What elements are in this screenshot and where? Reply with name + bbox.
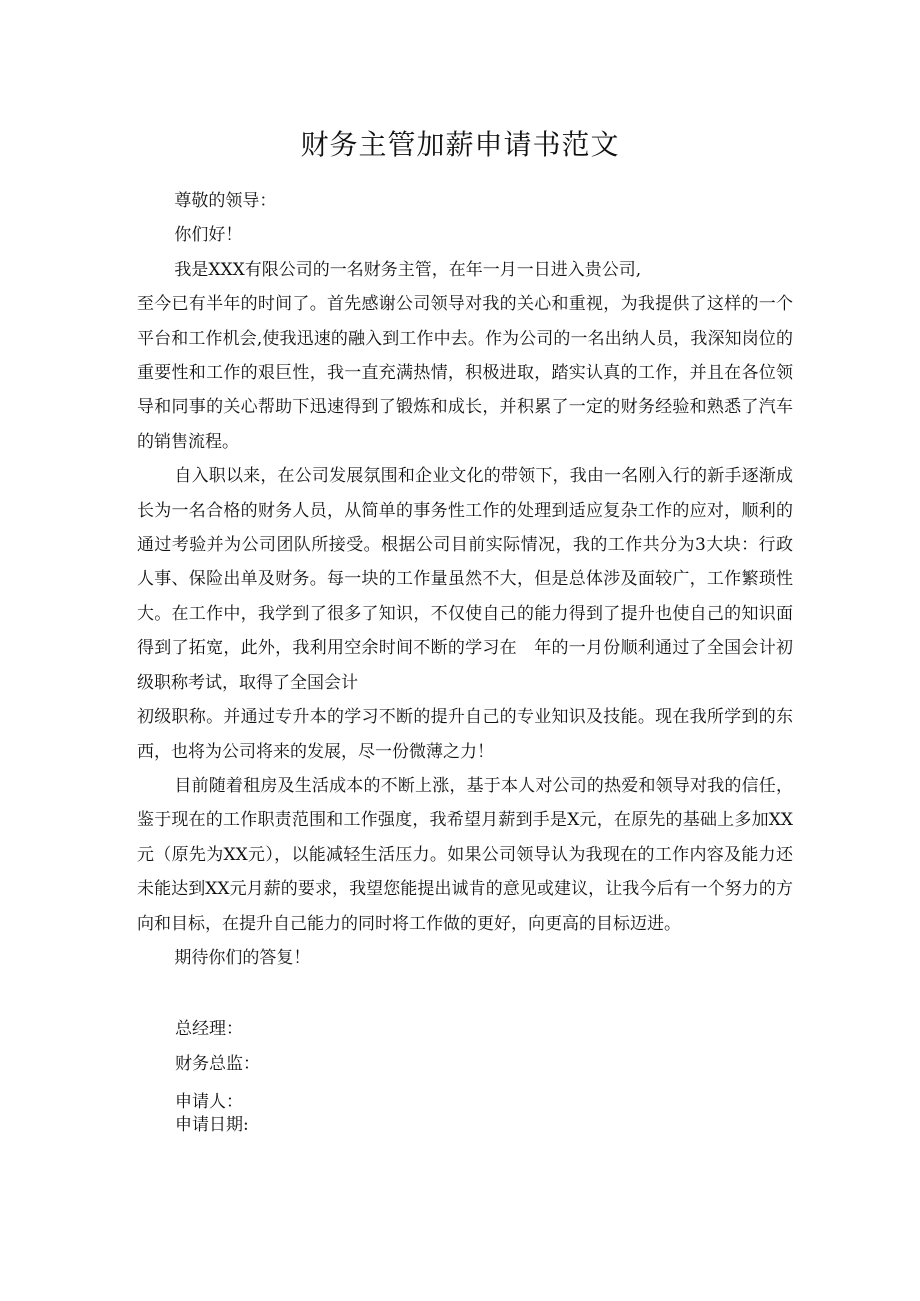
document-title: 财务主管加薪申请书范文 (300, 128, 620, 161)
document-body (137, 184, 793, 975)
paragraph-2-body: 自入职以来，在公司发展氛围和企业文化的带领下，我由一名刚入行的新手逐渐成长为一名合格的财务人员，从简单的事务性工作的处理到适应复杂工作的应对，顺利的通过考验并为公司团队所接受。根据公司目前实际情况，我的工作共分为3大块：行政人事、保险出单及财务。每一块的工作量虽然不大，但是总体涉及面较广，工作繁琐性大。在工作中，我学到了很多了知识，不仅使自己的能力得到了提升也使自己的知识面得到了拓宽，此外，我利用空余时间不断的学习在 年的一月份顺利通过了全国会计初级职称考试，取得了全国会计 (137, 466, 793, 693)
salutation: 尊敬的领导： (174, 191, 277, 211)
paragraph-1-first-line: 我是XXX有限公司的一名财务主管，在年一月一日进入贵公司, (174, 259, 642, 280)
signature-applicant: 申请人： (175, 1092, 243, 1112)
signature-finance-director: 财务总监： (175, 1054, 260, 1074)
signature-general-manager: 总经理： (175, 1019, 243, 1039)
signature-date: 申请日期: (175, 1115, 249, 1135)
paragraph-1-body: 至今已有半年的时间了。首先感谢公司领导对我的关心和重视，为我提供了这样的一个平台和工作机会,使我迅速的融入到工作中去。作为公司的一名出纳人员，我深知岗位的重要性和工作的艰巨性，我一直充满热情，积极进取，踏实认真的工作，并且在各位领导和同事的关心帮助下迅速得到了锻炼和成长，并积累了一定的财务经验和熟悉了汽车的销售流程。 (137, 294, 793, 452)
paragraph-2-continuation: 初级职称。并通过专升本的学习不断的提升自己的专业知识及技能。现在我所学到的东西，也将为公司将来的发展，尽一份微薄之力！ (137, 707, 793, 762)
closing-line: 期待你们的答复！ (174, 947, 311, 968)
paragraph-3-body: 目前随着租房及生活成本的不断上涨，基于本人对公司的热爱和领导对我的信任，鉴于现在的工作职责范围和工作强度，我希望月薪到手是X元，在原先的基础上多加XX元（原先为XX元），以能减轻生活压力。如果公司领导认为我现在的工作内容及能力还未能达到XX元月薪的要求，我望您能提出诚肯的意见或建议，让我今后有一个努力的方向和目标，在提升自己能力的同时将工作做的更好，向更高的目标迈进。 (137, 775, 793, 934)
greeting: 你们好！ (174, 225, 243, 246)
